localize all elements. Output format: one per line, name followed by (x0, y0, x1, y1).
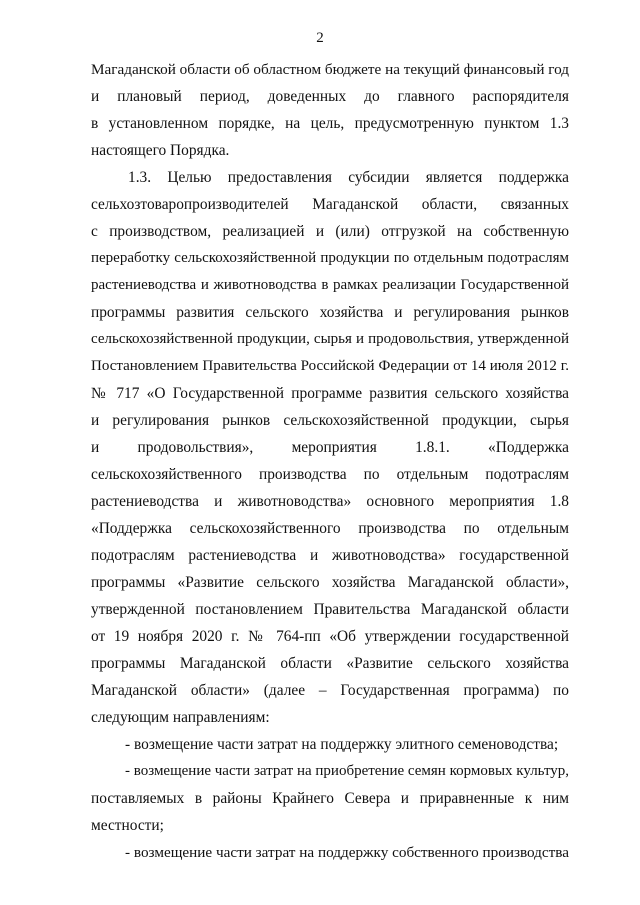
text-line: сельскохозяйственного производства по отдельным подотраслям (91, 466, 569, 483)
text-line: - возмещение части затрат на поддержку элитного семеноводства; (125, 736, 559, 753)
text-line: с производством, реализацией и (или) отгрузкой на собственную (91, 223, 569, 240)
text-line: местности; (91, 817, 164, 834)
text-line: программы Магаданской области «Развитие сельского хозяйства (91, 655, 569, 672)
text-line: подотраслям растениеводства и животноводства» государственной (91, 547, 569, 564)
text-line: программы развития сельского хозяйства и регулирования рынков (91, 304, 569, 321)
document-body (91, 56, 569, 866)
text-line: переработку сельскохозяйственной продукции по отдельным подотраслям (91, 250, 569, 266)
text-line: поставляемых в районы Крайнего Севера и приравненные к ним (91, 790, 569, 807)
text-line: растениеводства и животноводства» основного мероприятия 1.8 (91, 493, 569, 510)
text-line: утвержденной постановлением Правительства Магаданской области (91, 601, 569, 618)
text-line: следующим направлениям: (91, 709, 270, 726)
text-line: «Поддержка сельскохозяйственного производства по отдельным (91, 520, 569, 537)
text-line: и продовольствия», мероприятия 1.8.1. «Поддержка (91, 439, 569, 456)
text-line: № 717 «О Государственной программе развития сельского хозяйства (91, 385, 569, 402)
text-line: в установленном порядке, на цель, предусмотренную пунктом 1.3 (91, 115, 569, 132)
text-line: сельскохозяйственной продукции, сырья и продовольствия, утвержденной (91, 331, 569, 347)
text-line: растениеводства и животноводства в рамках реализации Государственной (91, 277, 569, 293)
text-line: Постановлением Правительства Российской Федерации от 14 июля 2012 г. (91, 358, 569, 374)
text-line: Магаданской области об областном бюджете на текущий финансовый год (91, 61, 569, 78)
text-line: - возмещение части затрат на поддержку собственного производства (125, 844, 569, 861)
text-line: и регулирования рынков сельскохозяйственной продукции, сырья (91, 412, 569, 429)
text-line: программы «Развитие сельского хозяйства Магаданской области», (91, 574, 569, 591)
page-number: 2 (316, 30, 324, 46)
text-line: сельхозтоваропроизводителей Магаданской области, связанных (91, 196, 569, 213)
text-line: - возмещение части затрат на приобретение семян кормовых культур, (125, 763, 570, 779)
text-line: от 19 ноября 2020 г. № 764-пп «Об утверждении государственной (91, 628, 569, 645)
text-line: 1.3. Целью предоставления субсидии является поддержка (128, 169, 569, 186)
text-line: и плановый период, доведенных до главного распорядителя (91, 88, 569, 105)
text-line: настоящего Порядка. (91, 142, 230, 159)
text-line: Магаданской области» (далее – Государственная программа) по (91, 682, 569, 699)
